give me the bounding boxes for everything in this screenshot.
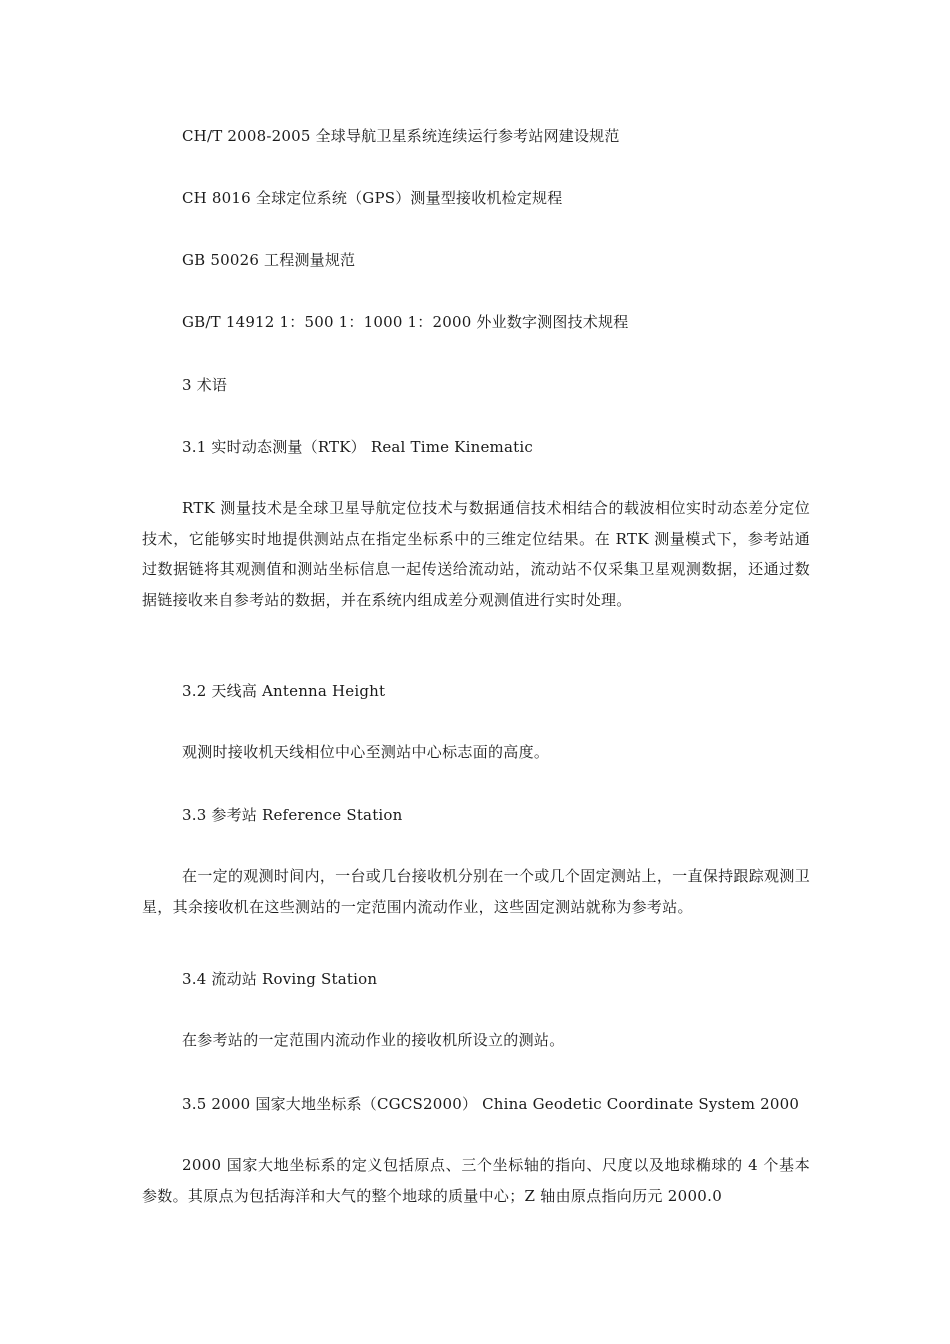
reference-line-2: CH 8016 全球定位系统（GPS）测量型接收机检定规程 [182, 189, 563, 207]
term-heading-3-2: 3.2 天线高 Antenna Height [182, 682, 386, 700]
term-body-3-3: 在一定的观测时间内，一台或几台接收机分别在一个或几个固定测站上，一直保持跟踪观测卫星，其余接收机在这些测站的一定范围内流动作业，这些固定测站就称为参考站。 [142, 867, 810, 916]
term-body-3-4: 在参考站的一定范围内流动作业的接收机所设立的测站。 [182, 1031, 565, 1049]
term-heading-3-3: 3.3 参考站 Reference Station [182, 806, 403, 824]
section-heading-terms: 3 术语 [182, 376, 228, 394]
reference-line-1: CH/T 2008-2005 全球导航卫星系统连续运行参考站网建设规范 [182, 127, 620, 145]
reference-line-4: GB/T 14912 1：500 1：1000 1：2000 外业数字测图技术规程 [182, 313, 629, 331]
reference-line-3: GB 50026 工程测量规范 [182, 251, 356, 269]
term-body-3-2: 观测时接收机天线相位中心至测站中心标志面的高度。 [182, 743, 550, 761]
term-heading-3-5: 3.5 2000 国家大地坐标系（CGCS2000） China Geodetic Coordinate System 2000 [182, 1095, 800, 1113]
term-heading-3-4: 3.4 流动站 Roving Station [182, 970, 378, 988]
term-heading-3-1: 3.1 实时动态测量（RTK） Real Time Kinematic [182, 438, 533, 456]
term-body-3-1: RTK 测量技术是全球卫星导航定位技术与数据通信技术相结合的载波相位实时动态差分定位技术，它能够实时地提供测站点在指定坐标系中的三维定位结果。在 RTK 测量模式下，参考站通过数据链将其观测值和测站坐标信息一起传送给流动站，流动站不仅采集卫星观测数据，还通过数据链接收来自参考站的数据，并在系统内组成差分观测值进行实时处理。 [142, 499, 810, 610]
term-body-3-5: 2000 国家大地坐标系的定义包括原点、三个坐标轴的指向、尺度以及地球椭球的 4 个基本参数。其原点为包括海洋和大气的整个地球的质量中心；Z 轴由原点指向历元 2000.0 [142, 1156, 810, 1205]
